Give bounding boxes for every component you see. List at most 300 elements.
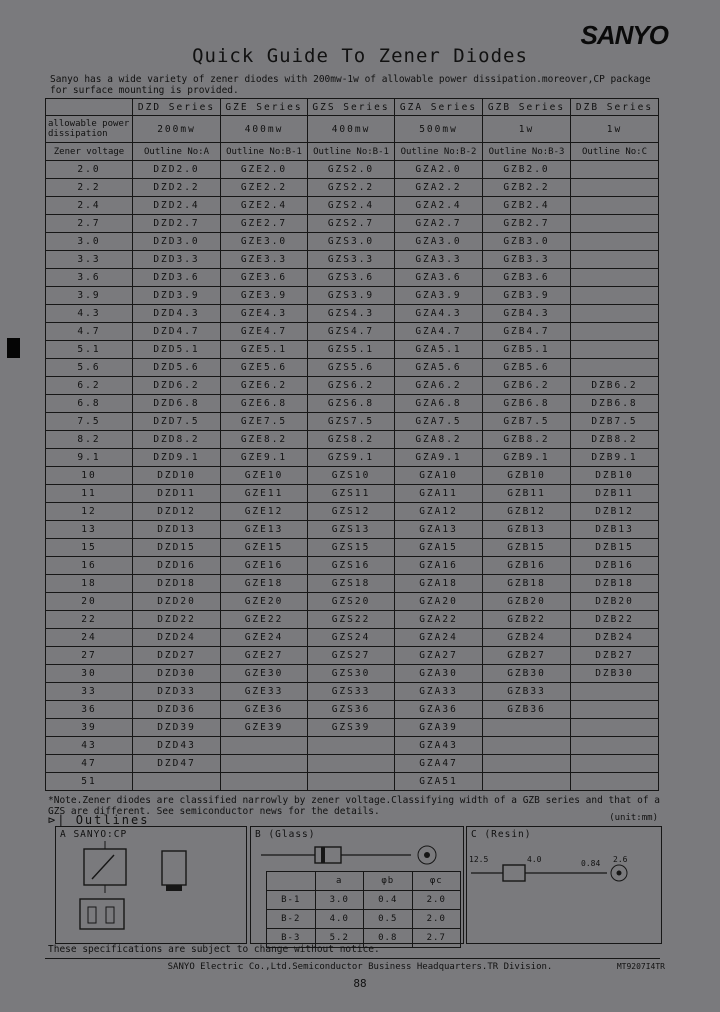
- part-number-cell: DZD4.3: [133, 305, 221, 323]
- outline-b-box: [250, 826, 464, 944]
- part-number-cell: DZD33: [133, 683, 221, 701]
- part-number-cell: [308, 773, 395, 791]
- part-number-cell: DZB10: [571, 467, 659, 485]
- part-number-cell: [308, 737, 395, 755]
- dimension-cell: 0.8: [364, 929, 413, 948]
- part-number-cell: GZS30: [308, 665, 395, 683]
- zener-voltage-cell: 10: [46, 467, 133, 485]
- part-number-cell: GZB2.4: [483, 197, 571, 215]
- part-number-cell: GZE9.1: [221, 449, 308, 467]
- zener-voltage-cell: 30: [46, 665, 133, 683]
- power-value: 500mw: [395, 116, 483, 143]
- series-header: DZD Series: [133, 99, 221, 116]
- part-number-cell: GZA10: [395, 467, 483, 485]
- part-number-cell: GZA2.2: [395, 179, 483, 197]
- zener-voltage-cell: 2.2: [46, 179, 133, 197]
- part-number-cell: GZA27: [395, 647, 483, 665]
- voltage-row: [46, 503, 659, 521]
- part-number-cell: GZE24: [221, 629, 308, 647]
- part-number-cell: GZA33: [395, 683, 483, 701]
- part-number-cell: GZB15: [483, 539, 571, 557]
- part-number-cell: DZD2.2: [133, 179, 221, 197]
- part-number-cell: [221, 773, 308, 791]
- part-number-cell: DZD22: [133, 611, 221, 629]
- series-header: GZS Series: [308, 99, 395, 116]
- part-number-cell: GZE2.4: [221, 197, 308, 215]
- part-number-cell: GZB6.2: [483, 377, 571, 395]
- part-number-cell: GZB30: [483, 665, 571, 683]
- voltage-row: [46, 287, 659, 305]
- part-number-cell: GZE6.2: [221, 377, 308, 395]
- part-number-cell: GZA24: [395, 629, 483, 647]
- part-number-cell: GZA18: [395, 575, 483, 593]
- diode-symbol-icon: ⊳|: [48, 813, 67, 827]
- voltage-row: [46, 521, 659, 539]
- part-number-cell: DZB20: [571, 593, 659, 611]
- voltage-row: [46, 557, 659, 575]
- part-number-cell: GZS4.7: [308, 323, 395, 341]
- part-number-cell: GZS10: [308, 467, 395, 485]
- dimension-cell: 2.7: [412, 929, 461, 948]
- dimension-cell: B-2: [267, 910, 316, 929]
- part-number-cell: GZE22: [221, 611, 308, 629]
- part-number-cell: GZE27: [221, 647, 308, 665]
- part-number-cell: GZA3.3: [395, 251, 483, 269]
- zener-voltage-cell: 6.8: [46, 395, 133, 413]
- page-title: Quick Guide To Zener Diodes: [192, 45, 528, 67]
- unit-label: (unit:mm): [609, 813, 658, 823]
- part-number-cell: GZS3.9: [308, 287, 395, 305]
- zener-voltage-cell: 36: [46, 701, 133, 719]
- part-number-cell: GZE5.6: [221, 359, 308, 377]
- zener-voltage-cell: 8.2: [46, 431, 133, 449]
- part-number-cell: GZE3.3: [221, 251, 308, 269]
- voltage-row: [46, 431, 659, 449]
- part-number-cell: GZA36: [395, 701, 483, 719]
- part-number-cell: GZS5.6: [308, 359, 395, 377]
- outline-a-box: [55, 826, 247, 944]
- zener-voltage-cell: 5.6: [46, 359, 133, 377]
- part-number-cell: [483, 737, 571, 755]
- part-number-cell: GZB10: [483, 467, 571, 485]
- zener-voltage-cell: 3.3: [46, 251, 133, 269]
- dimension-cell: 0.4: [364, 891, 413, 910]
- power-value: 1w: [571, 116, 659, 143]
- part-number-cell: GZA43: [395, 737, 483, 755]
- part-number-cell: GZB20: [483, 593, 571, 611]
- zener-voltage-label: Zener voltage: [46, 143, 133, 161]
- voltage-row: [46, 485, 659, 503]
- part-number-cell: GZA4.3: [395, 305, 483, 323]
- part-number-cell: GZB24: [483, 629, 571, 647]
- part-number-cell: DZD5.1: [133, 341, 221, 359]
- part-number-cell: DZD39: [133, 719, 221, 737]
- voltage-row: [46, 233, 659, 251]
- part-number-cell: [483, 719, 571, 737]
- part-number-cell: GZB16: [483, 557, 571, 575]
- zener-voltage-cell: 18: [46, 575, 133, 593]
- disclaimer: These specifications are subject to change without notice.: [48, 944, 380, 955]
- series-header: GZA Series: [395, 99, 483, 116]
- voltage-row: [46, 683, 659, 701]
- outline-value: Outline No:C: [571, 143, 659, 161]
- part-number-cell: GZB2.0: [483, 161, 571, 179]
- part-number-cell: [571, 683, 659, 701]
- resin-package-drawing: [467, 827, 661, 897]
- part-number-cell: GZS3.6: [308, 269, 395, 287]
- part-number-cell: GZB33: [483, 683, 571, 701]
- outline-value: Outline No:B-1: [308, 143, 395, 161]
- part-number-cell: GZB27: [483, 647, 571, 665]
- part-number-cell: GZA5.6: [395, 359, 483, 377]
- glass-package-drawing: [251, 827, 463, 871]
- outline-value: Outline No:B-2: [395, 143, 483, 161]
- part-number-cell: [483, 773, 571, 791]
- part-number-cell: DZD3.0: [133, 233, 221, 251]
- part-number-cell: [308, 755, 395, 773]
- voltage-row: [46, 215, 659, 233]
- part-number-cell: GZE7.5: [221, 413, 308, 431]
- part-number-cell: GZE36: [221, 701, 308, 719]
- part-number-cell: GZA2.0: [395, 161, 483, 179]
- part-number-cell: DZB24: [571, 629, 659, 647]
- voltage-row: [46, 161, 659, 179]
- zener-voltage-cell: 47: [46, 755, 133, 773]
- part-number-cell: DZD2.0: [133, 161, 221, 179]
- zener-guide-table: [45, 98, 659, 791]
- part-number-cell: DZD10: [133, 467, 221, 485]
- part-number-cell: [571, 215, 659, 233]
- part-number-cell: GZA3.6: [395, 269, 483, 287]
- voltage-row: [46, 719, 659, 737]
- part-number-cell: GZS8.2: [308, 431, 395, 449]
- part-number-cell: [571, 251, 659, 269]
- part-number-cell: DZD12: [133, 503, 221, 521]
- part-number-cell: GZA2.4: [395, 197, 483, 215]
- part-number-cell: GZA15: [395, 539, 483, 557]
- part-number-cell: GZS11: [308, 485, 395, 503]
- dim-body: 4.0: [527, 855, 542, 864]
- part-number-cell: DZB27: [571, 647, 659, 665]
- part-number-cell: GZE2.7: [221, 215, 308, 233]
- document-code: MT9207I4TR: [616, 962, 665, 971]
- part-number-cell: GZB3.9: [483, 287, 571, 305]
- voltage-row: [46, 575, 659, 593]
- outline-value: Outline No:B-3: [483, 143, 571, 161]
- part-number-cell: GZS6.2: [308, 377, 395, 395]
- part-number-cell: GZE18: [221, 575, 308, 593]
- part-number-cell: DZD13: [133, 521, 221, 539]
- part-number-cell: DZB6.2: [571, 377, 659, 395]
- part-number-cell: GZS39: [308, 719, 395, 737]
- part-number-cell: GZB3.0: [483, 233, 571, 251]
- part-number-cell: [571, 719, 659, 737]
- zener-voltage-cell: 51: [46, 773, 133, 791]
- voltage-row: [46, 467, 659, 485]
- part-number-cell: GZE10: [221, 467, 308, 485]
- classification-note: *Note.Zener diodes are classified narrowly by zener voltage.Classifying width of a GZB series and that of a GZS are different. See semiconductor news for the details.: [48, 795, 660, 817]
- page-number: 88: [353, 977, 367, 990]
- part-number-cell: DZD16: [133, 557, 221, 575]
- part-number-cell: GZE3.9: [221, 287, 308, 305]
- part-number-cell: GZB11: [483, 485, 571, 503]
- part-number-cell: DZB6.8: [571, 395, 659, 413]
- part-number-cell: DZD15: [133, 539, 221, 557]
- part-number-cell: DZD30: [133, 665, 221, 683]
- part-number-cell: [571, 305, 659, 323]
- part-number-cell: DZD5.6: [133, 359, 221, 377]
- part-number-cell: GZA47: [395, 755, 483, 773]
- dim-lead: 0.84: [581, 859, 601, 868]
- part-number-cell: GZB12: [483, 503, 571, 521]
- voltage-row: [46, 665, 659, 683]
- zener-voltage-cell: 4.7: [46, 323, 133, 341]
- part-number-cell: GZE39: [221, 719, 308, 737]
- zener-voltage-cell: 12: [46, 503, 133, 521]
- part-number-cell: [571, 323, 659, 341]
- sanyo-logo: SANYO: [580, 20, 668, 50]
- part-number-cell: GZS2.4: [308, 197, 395, 215]
- zener-voltage-cell: 4.3: [46, 305, 133, 323]
- dimension-cell: B-1: [267, 891, 316, 910]
- cp-package-drawing: [56, 827, 246, 943]
- part-number-cell: GZA30: [395, 665, 483, 683]
- zener-voltage-cell: 2.7: [46, 215, 133, 233]
- voltage-row: [46, 413, 659, 431]
- power-value: 1w: [483, 116, 571, 143]
- part-number-cell: GZS3.0: [308, 233, 395, 251]
- voltage-row: [46, 449, 659, 467]
- dimension-cell: 3.0: [315, 891, 364, 910]
- dimension-header: φc: [412, 872, 461, 891]
- outline-value: Outline No:B-1: [221, 143, 308, 161]
- dimension-cell: 2.0: [412, 891, 461, 910]
- power-label: allowable power dissipation: [46, 116, 133, 143]
- zener-voltage-cell: 3.0: [46, 233, 133, 251]
- dimension-cell: B-3: [267, 929, 316, 948]
- part-number-cell: GZA7.5: [395, 413, 483, 431]
- footer-company: SANYO Electric Co.,Ltd.Semiconductor Business Headquarters.TR Division.: [167, 962, 553, 972]
- part-number-cell: DZB7.5: [571, 413, 659, 431]
- dimension-header-row: [267, 872, 461, 891]
- part-number-cell: GZB6.8: [483, 395, 571, 413]
- zener-voltage-cell: 22: [46, 611, 133, 629]
- part-number-cell: DZD2.7: [133, 215, 221, 233]
- part-number-cell: GZB3.6: [483, 269, 571, 287]
- zener-voltage-cell: 24: [46, 629, 133, 647]
- part-number-cell: GZE15: [221, 539, 308, 557]
- part-number-cell: GZA13: [395, 521, 483, 539]
- part-number-cell: GZS16: [308, 557, 395, 575]
- part-number-cell: GZE3.6: [221, 269, 308, 287]
- voltage-row: [46, 377, 659, 395]
- voltage-row: [46, 197, 659, 215]
- power-value: 400mw: [221, 116, 308, 143]
- part-number-cell: [571, 197, 659, 215]
- part-number-cell: GZE4.7: [221, 323, 308, 341]
- part-number-cell: DZB11: [571, 485, 659, 503]
- voltage-row: [46, 737, 659, 755]
- part-number-cell: [571, 287, 659, 305]
- part-number-cell: GZB36: [483, 701, 571, 719]
- dimension-row: [267, 891, 461, 910]
- part-number-cell: GZB22: [483, 611, 571, 629]
- part-number-cell: GZE16: [221, 557, 308, 575]
- part-number-cell: GZA16: [395, 557, 483, 575]
- voltage-row: [46, 629, 659, 647]
- part-number-cell: GZA9.1: [395, 449, 483, 467]
- dimension-row: [267, 910, 461, 929]
- part-number-cell: DZD6.8: [133, 395, 221, 413]
- part-number-cell: [571, 701, 659, 719]
- zener-voltage-cell: 3.9: [46, 287, 133, 305]
- outline-c-box: [466, 826, 662, 944]
- part-number-cell: DZD4.7: [133, 323, 221, 341]
- part-number-cell: DZD7.5: [133, 413, 221, 431]
- part-number-cell: DZD6.2: [133, 377, 221, 395]
- glass-dimension-table: [266, 871, 461, 948]
- part-number-cell: GZS15: [308, 539, 395, 557]
- part-number-cell: GZS9.1: [308, 449, 395, 467]
- part-number-cell: GZS6.8: [308, 395, 395, 413]
- zener-voltage-cell: 11: [46, 485, 133, 503]
- part-number-cell: GZA11: [395, 485, 483, 503]
- part-number-cell: DZD9.1: [133, 449, 221, 467]
- part-number-cell: GZE20: [221, 593, 308, 611]
- part-number-cell: GZB7.5: [483, 413, 571, 431]
- part-number-cell: [483, 755, 571, 773]
- part-number-cell: GZA8.2: [395, 431, 483, 449]
- voltage-row: [46, 701, 659, 719]
- part-number-cell: GZS22: [308, 611, 395, 629]
- outline-value: Outline No:A: [133, 143, 221, 161]
- voltage-row: [46, 593, 659, 611]
- voltage-row: [46, 773, 659, 791]
- part-number-cell: GZE2.0: [221, 161, 308, 179]
- part-number-cell: GZS20: [308, 593, 395, 611]
- part-number-cell: GZS2.0: [308, 161, 395, 179]
- zener-voltage-cell: 13: [46, 521, 133, 539]
- part-number-cell: GZA22: [395, 611, 483, 629]
- part-number-cell: DZD47: [133, 755, 221, 773]
- zener-voltage-cell: 7.5: [46, 413, 133, 431]
- dimension-cell: 5.2: [315, 929, 364, 948]
- dimension-cell: 2.0: [412, 910, 461, 929]
- dimension-header: [267, 872, 316, 891]
- part-number-cell: DZD8.2: [133, 431, 221, 449]
- part-number-cell: GZA6.2: [395, 377, 483, 395]
- zener-voltage-cell: 43: [46, 737, 133, 755]
- power-value: 400mw: [308, 116, 395, 143]
- part-number-cell: DZD20: [133, 593, 221, 611]
- part-number-cell: GZA51: [395, 773, 483, 791]
- part-number-cell: GZA3.9: [395, 287, 483, 305]
- part-number-cell: GZE2.2: [221, 179, 308, 197]
- part-number-cell: GZB2.2: [483, 179, 571, 197]
- part-number-cell: GZA4.7: [395, 323, 483, 341]
- part-number-cell: GZE8.2: [221, 431, 308, 449]
- part-number-cell: DZD2.4: [133, 197, 221, 215]
- part-number-cell: GZE6.8: [221, 395, 308, 413]
- part-number-cell: [571, 359, 659, 377]
- part-number-cell: [133, 773, 221, 791]
- part-number-cell: [221, 755, 308, 773]
- zener-voltage-cell: 2.0: [46, 161, 133, 179]
- zener-voltage-cell: 16: [46, 557, 133, 575]
- zener-voltage-cell: 5.1: [46, 341, 133, 359]
- part-number-cell: DZB13: [571, 521, 659, 539]
- part-number-cell: GZS2.7: [308, 215, 395, 233]
- part-number-cell: GZA39: [395, 719, 483, 737]
- part-number-cell: DZD36: [133, 701, 221, 719]
- outline-b-title: B (Glass): [255, 829, 316, 840]
- part-number-cell: GZA6.8: [395, 395, 483, 413]
- part-number-cell: DZB30: [571, 665, 659, 683]
- series-header: DZB Series: [571, 99, 659, 116]
- part-number-cell: [571, 161, 659, 179]
- outline-row: [46, 143, 659, 161]
- part-number-cell: GZS18: [308, 575, 395, 593]
- part-number-cell: DZB9.1: [571, 449, 659, 467]
- zener-voltage-cell: 2.4: [46, 197, 133, 215]
- part-number-cell: GZA12: [395, 503, 483, 521]
- part-number-cell: GZB4.7: [483, 323, 571, 341]
- part-number-cell: GZS7.5: [308, 413, 395, 431]
- dim-diameter: 2.6: [613, 855, 628, 864]
- dimension-cell: 0.5: [364, 910, 413, 929]
- part-number-cell: GZS13: [308, 521, 395, 539]
- outline-c-title: C (Resin): [471, 829, 532, 840]
- part-number-cell: GZB13: [483, 521, 571, 539]
- part-number-cell: [221, 737, 308, 755]
- part-number-cell: GZA5.1: [395, 341, 483, 359]
- part-number-cell: [571, 341, 659, 359]
- part-number-cell: GZE3.0: [221, 233, 308, 251]
- zener-voltage-cell: 33: [46, 683, 133, 701]
- outlines-heading: [48, 813, 149, 827]
- part-number-cell: GZE5.1: [221, 341, 308, 359]
- voltage-row: [46, 755, 659, 773]
- intro-text: Sanyo has a wide variety of zener diodes with 200mw-1w of allowable power dissipation.moreover,CP package for surface mounting is provided.: [50, 74, 651, 96]
- part-number-cell: GZE33: [221, 683, 308, 701]
- part-number-cell: GZA20: [395, 593, 483, 611]
- power-row: [46, 116, 659, 143]
- part-number-cell: GZS24: [308, 629, 395, 647]
- outlines-heading-text: Outlines: [75, 813, 150, 827]
- part-number-cell: GZS12: [308, 503, 395, 521]
- part-number-cell: [571, 737, 659, 755]
- zener-voltage-cell: 27: [46, 647, 133, 665]
- dim-length: 12.5: [469, 855, 489, 864]
- voltage-row: [46, 395, 659, 413]
- part-number-cell: DZB22: [571, 611, 659, 629]
- part-number-cell: GZE4.3: [221, 305, 308, 323]
- zener-voltage-cell: 15: [46, 539, 133, 557]
- part-number-cell: DZB12: [571, 503, 659, 521]
- part-number-cell: GZS2.2: [308, 179, 395, 197]
- part-number-cell: DZD3.9: [133, 287, 221, 305]
- zener-voltage-cell: 20: [46, 593, 133, 611]
- part-number-cell: [571, 755, 659, 773]
- series-header: GZB Series: [483, 99, 571, 116]
- footer-divider: [45, 958, 660, 959]
- part-number-cell: GZB5.6: [483, 359, 571, 377]
- part-number-cell: [571, 269, 659, 287]
- part-number-cell: DZB18: [571, 575, 659, 593]
- voltage-row: [46, 647, 659, 665]
- zener-voltage-cell: 39: [46, 719, 133, 737]
- part-number-cell: GZB8.2: [483, 431, 571, 449]
